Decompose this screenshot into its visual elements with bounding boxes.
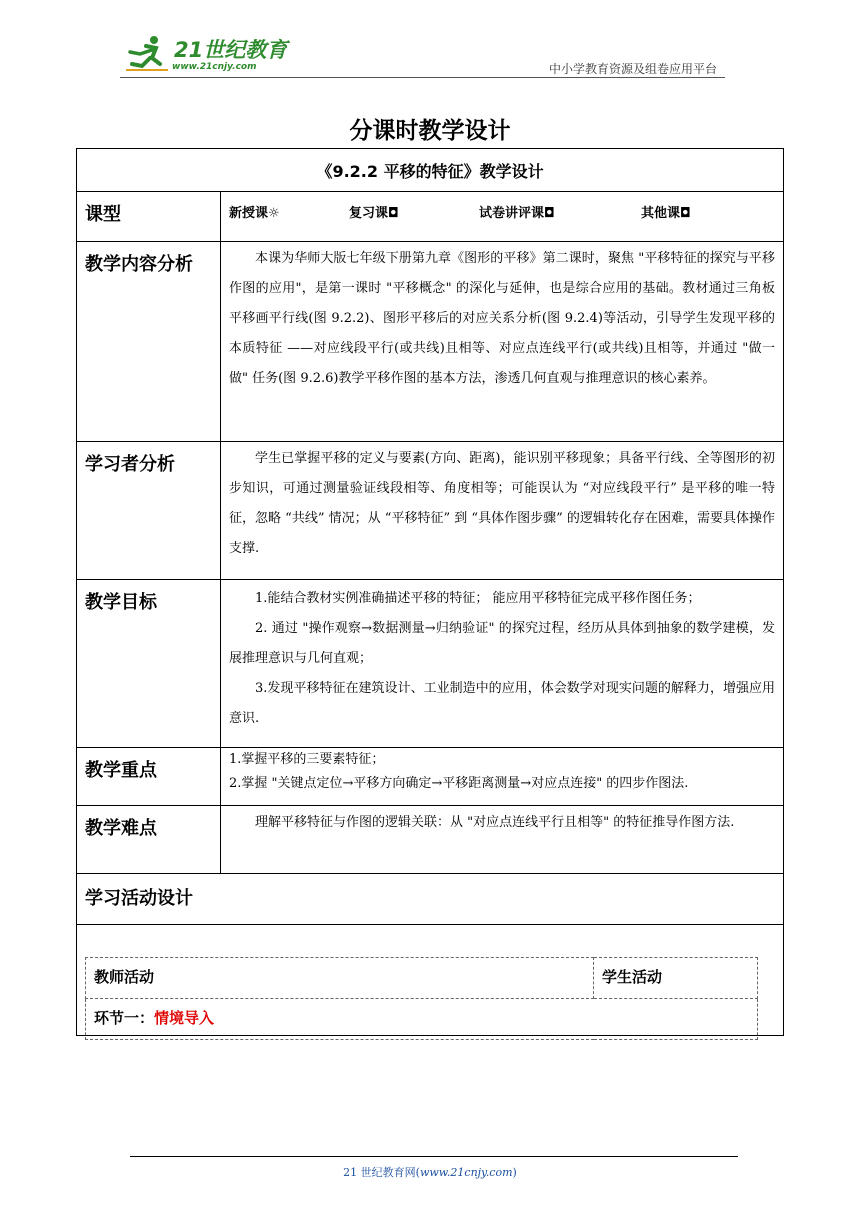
stage-one-name: 情境导入: [154, 1009, 215, 1027]
key-points-label: 教学重点: [77, 748, 221, 806]
lesson-type-options: [221, 192, 784, 242]
learner-analysis-cell: [221, 442, 784, 580]
activity-design-body: [77, 925, 784, 1036]
stage-one-row: [86, 999, 758, 1040]
learner-analysis-text: 学生已掌握平移的定义与要素(方向、距离)，能识别平移现象；具备平行线、全等图形的初步知识，可通过测量验证线段相等、角度相等；可能误认为 “对应线段平行” 是平移的唯一特征，忽略 “共线” 情况；从 “平移特征” 到 “具体作图步骤” 的逻辑转化存在困难，需要具体操作支撑.: [229, 451, 776, 556]
runner-logo-icon: [124, 34, 172, 74]
key-point-item: 1.掌握平移的三要素特征；: [229, 752, 385, 767]
logo-text: 21世纪教育: [174, 38, 288, 62]
page-title: 分课时教学设计: [349, 118, 511, 144]
difficulties-text: 理解平移特征与作图的逻辑关联：从 "对应点连线平行且相等" 的特征推导作图方法.: [255, 815, 735, 830]
lesson-type-new[interactable]: 新授课☼: [229, 206, 280, 221]
lesson-type-label: 课型: [77, 192, 221, 242]
footer-suffix: ): [512, 1166, 517, 1179]
activity-table: [85, 957, 758, 1040]
stage-one-prefix: 环节一：: [94, 1009, 155, 1027]
footer-prefix: 21 世纪教育网(: [343, 1166, 420, 1179]
objective-item: 3.发现平移特征在建筑设计、工业制造中的应用，体会数学对现实问题的解释力，增强应用意识.: [229, 681, 776, 726]
lesson-plan-table: [76, 148, 784, 1036]
objectives-cell: [221, 580, 784, 748]
lesson-type-other[interactable]: 其他课◘: [641, 206, 691, 221]
footer-url[interactable]: www.21cnjy.com: [419, 1166, 513, 1179]
key-points-cell: [221, 748, 784, 806]
difficulties-cell: [221, 806, 784, 874]
content-analysis-label: 教学内容分析: [77, 242, 221, 442]
objective-item: 1.能结合教材实例准确描述平移的特征； 能应用平移特征完成平移作图任务；: [255, 591, 701, 606]
footer-divider: [130, 1156, 738, 1157]
content-analysis-cell: [221, 242, 784, 442]
content-analysis-text: 本课为华师大版七年级下册第九章《图形的平移》第二课时，聚焦 "平移特征的探究与平移作图的应用"，是第一课时 "平移概念" 的深化与延伸，也是综合应用的基础。教材通过三角板平移画平行线(图 9.2.2)、图形平移后的对应关系分析(图 9.2.4)等活动，引导学生发现平移的本质特征 ——对应线段平行(或共线)且相等、对应点连线平行(或共线)且相等，并通过 "做一做" 任务(图 9.2.6)教学平移作图的基本方法，渗透几何直观与推理意识的核心素养。: [229, 251, 776, 386]
page-header: [120, 30, 725, 78]
page-footer: [0, 1164, 860, 1180]
header-divider: [120, 77, 725, 78]
difficulties-label: 教学难点: [77, 806, 221, 874]
header-platform-text: 中小学教育资源及组卷应用平台: [548, 62, 717, 76]
lesson-type-exam-review[interactable]: 试卷讲评课◘: [479, 206, 555, 221]
logo-url: www.21cnjy.com: [172, 62, 257, 72]
lesson-type-review[interactable]: 复习课◘: [349, 206, 399, 221]
activity-design-label: 学习活动设计: [77, 874, 784, 925]
logo: [120, 30, 290, 76]
student-activity-header: 学生活动: [594, 958, 758, 999]
learner-analysis-label: 学习者分析: [77, 442, 221, 580]
objectives-label: 教学目标: [77, 580, 221, 748]
key-point-item: 2.掌握 "关键点定位→平移方向确定→平移距离测量→对应点连接" 的四步作图法.: [229, 776, 689, 791]
lesson-title: 《9.2.2 平移的特征》教学设计: [77, 149, 784, 192]
objective-item: 2. 通过 "操作观察→数据测量→归纳验证" 的探究过程，经历从具体到抽象的数学建模，发展推理意识与几何直观；: [229, 621, 776, 666]
teacher-activity-header: 教师活动: [86, 958, 594, 999]
